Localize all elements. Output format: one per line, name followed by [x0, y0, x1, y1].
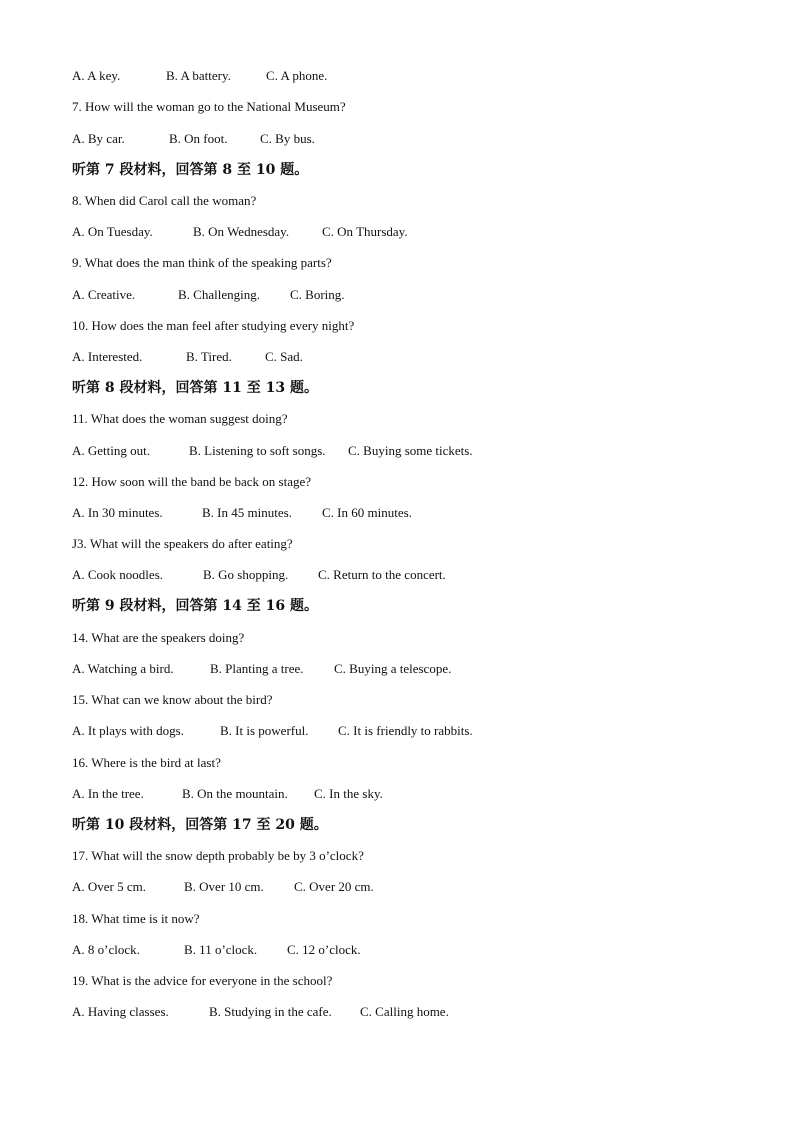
- question-13: J3. What will the speakers do after eating?: [72, 536, 293, 551]
- question-15: 15. What can we know about the bird?: [72, 692, 273, 707]
- option-b: B. Challenging.: [178, 287, 260, 302]
- answer-options-8: [72, 224, 408, 240]
- answer-options-14: [72, 661, 451, 677]
- option-a: A. 8 o’clock.: [72, 942, 140, 957]
- option-b: B. On the mountain.: [182, 786, 288, 801]
- section-heading-8: 听第 8 段材料，回答第 11 至 13 题。: [72, 380, 318, 396]
- option-c: C. A phone.: [266, 68, 328, 83]
- question-14: 14. What are the speakers doing?: [72, 630, 245, 645]
- option-c: C. In 60 minutes.: [322, 505, 412, 520]
- question-7: 7. How will the woman go to the National Museum?: [72, 99, 346, 114]
- option-b: B. Over 10 cm.: [184, 879, 264, 894]
- option-a: A. Getting out.: [72, 443, 150, 458]
- question-19: 19. What is the advice for everyone in the school?: [72, 973, 333, 988]
- option-b: B. Planting a tree.: [210, 661, 304, 676]
- option-b: B. Go shopping.: [203, 567, 289, 582]
- option-c: C. Buying some tickets.: [348, 443, 473, 458]
- section-heading-10: 听第 10 段材料，回答第 17 至 20 题。: [72, 817, 328, 833]
- option-c: C. 12 o’clock.: [287, 942, 361, 957]
- option-a: A. A key.: [72, 68, 121, 83]
- question-12: 12. How soon will the band be back on stage?: [72, 474, 312, 489]
- option-a: A. In 30 minutes.: [72, 505, 163, 520]
- option-a: A. Interested.: [72, 349, 143, 364]
- question-9: 9. What does the man think of the speaking parts?: [72, 255, 332, 270]
- option-a: A. Having classes.: [72, 1004, 169, 1019]
- answer-options-7: [72, 131, 315, 147]
- option-c: C. By bus.: [260, 131, 315, 146]
- answer-options-6: [72, 68, 327, 84]
- option-b: B. On Wednesday.: [193, 224, 290, 239]
- option-c: C. Boring.: [290, 287, 345, 302]
- option-b: B. A battery.: [166, 68, 231, 83]
- option-b: B. It is powerful.: [220, 723, 309, 738]
- answer-options-9: [72, 287, 345, 303]
- answer-options-18: [72, 942, 361, 958]
- option-a: A. It plays with dogs.: [72, 723, 184, 738]
- option-a: A. In the tree.: [72, 786, 144, 801]
- option-c: C. On Thursday.: [322, 224, 408, 239]
- option-a: A. On Tuesday.: [72, 224, 153, 239]
- answer-options-13: [72, 567, 446, 583]
- question-18: 18. What time is it now?: [72, 911, 200, 926]
- option-c: C. Return to the concert.: [318, 567, 446, 582]
- answer-options-10: [72, 349, 303, 365]
- question-10: 10. How does the man feel after studying every night?: [72, 318, 355, 333]
- option-c: C. In the sky.: [314, 786, 383, 801]
- option-a: A. Over 5 cm.: [72, 879, 147, 894]
- answer-options-17: [72, 879, 374, 895]
- answer-options-12: [72, 505, 412, 521]
- option-a: A. By car.: [72, 131, 125, 146]
- option-a: A. Creative.: [72, 287, 136, 302]
- question-17: 17. What will the snow depth probably be by 3 o’clock?: [72, 848, 364, 863]
- option-c: C. Over 20 cm.: [294, 879, 374, 894]
- question-16: 16. Where is the bird at last?: [72, 755, 221, 770]
- option-b: B. Tired.: [186, 349, 232, 364]
- option-b: B. On foot.: [169, 131, 228, 146]
- question-8: 8. When did Carol call the woman?: [72, 193, 257, 208]
- option-c: C. Buying a telescope.: [334, 661, 452, 676]
- answer-options-15: [72, 723, 473, 739]
- question-11: 11. What does the woman suggest doing?: [72, 411, 288, 426]
- option-a: A. Cook noodles.: [72, 567, 163, 582]
- option-c: C. Calling home.: [360, 1004, 449, 1019]
- option-c: C. Sad.: [265, 349, 303, 364]
- answer-options-16: [72, 786, 383, 802]
- answer-options-19: [72, 1004, 449, 1020]
- option-b: B. In 45 minutes.: [202, 505, 292, 520]
- option-b: B. 11 o’clock.: [184, 942, 258, 957]
- answer-options-11: [72, 443, 473, 459]
- option-b: B. Listening to soft songs.: [189, 443, 326, 458]
- option-a: A. Watching a bird.: [72, 661, 174, 676]
- section-heading-7: 听第 7 段材料，回答第 8 至 10 题。: [72, 162, 309, 178]
- section-heading-9: 听第 9 段材料，回答第 14 至 16 题。: [72, 598, 318, 614]
- option-b: B. Studying in the cafe.: [209, 1004, 332, 1019]
- option-c: C. It is friendly to rabbits.: [338, 723, 473, 738]
